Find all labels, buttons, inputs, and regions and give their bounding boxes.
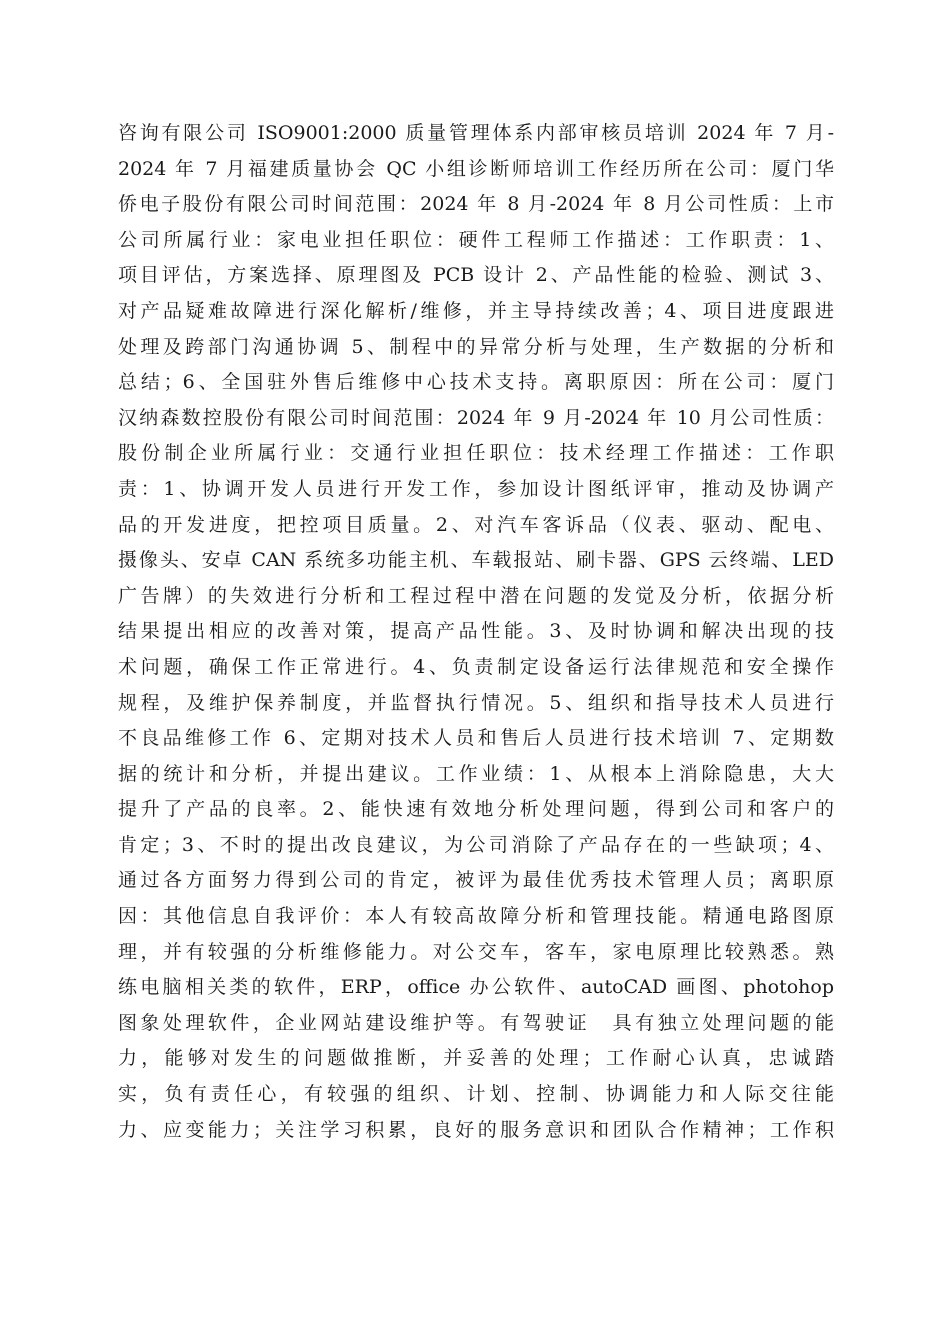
text-line: 不良品维修工作 6、定期对技术人员和售后人员进行技术培训 7、定期数 [118,727,834,750]
text-line: 侨电子股份有限公司时间范围：2024 年 8 月-2024 年 8 月公司性质：上市 [118,193,834,216]
text-line: 对产品疑难故障进行深化解析/维修，并主导持续改善；4、项目进度跟进 [118,299,834,322]
text-line: 规程，及维护保养制度，并监督执行情况。5、组织和指导技术人员进行 [118,691,834,714]
text-line: 咨询有限公司 ISO9001:2000 质量管理体系内部审核员培训 2024 年 7 月- [118,122,834,144]
text-line: 摄像头、安卓 CAN 系统多功能主机、车载报站、刷卡器、GPS 云终端、LED [118,549,834,572]
text-line: 术问题，确保工作正常进行。4、负责制定设备运行法律规范和安全操作 [118,655,834,678]
text-line: 总结；6、全国驻外售后维修中心技术支持。离职原因：所在公司：厦门 [118,371,834,394]
text-line: 肯定；3、不时的提出改良建议，为公司消除了产品存在的一些缺项；4、 [118,833,834,856]
text-line: 据的统计和分析，并提出建议。工作业绩：1、从根本上消除隐患，大大 [118,762,834,785]
text-line: 广告牌）的失效进行分析和工程过程中潜在问题的发觉及分析，依据分析 [118,584,834,607]
text-line: 汉纳森数控股份有限公司时间范围：2024 年 9 月-2024 年 10 月公司性质： [118,406,834,429]
text-line: 责：1、协调开发人员进行开发工作，参加设计图纸评审，推动及协调产 [118,477,834,500]
text-line: 练电脑相关类的软件，ERP，office 办公软件、autoCAD 画图、photohop [118,976,834,999]
text-line: 实，负有责任心，有较强的组织、计划、控制、协调能力和人际交往能 [118,1083,834,1106]
text-line: 通过各方面努力得到公司的肯定，被评为最佳优秀技术管理人员；离职原 [118,869,834,892]
text-line: 力、应变能力；关注学习积累，良好的服务意识和团队合作精神；工作积 [118,1118,834,1141]
text-line: 品的开发进度，把控项目质量。2、对汽车客诉品（仪表、驱动、配电、 [118,513,834,536]
text-line: 因：其他信息自我评价：本人有较高故障分析和管理技能。精通电路图原 [118,905,834,928]
text-line: 2024 年 7 月福建质量协会 QC 小组诊断师培训工作经历所在公司：厦门华 [118,157,834,180]
text-line: 结果提出相应的改善对策，提高产品性能。3、及时协调和解决出现的技 [118,620,834,643]
text-line: 公司所属行业：家电业担任职位：硬件工程师工作描述：工作职责：1、 [118,228,834,251]
text-line: 力，能够对发生的问题做推断，并妥善的处理；工作耐心认真，忠诚踏 [118,1047,834,1070]
text-line: 理，并有较强的分析维修能力。对公交车，客车，家电原理比较熟悉。熟 [118,940,834,963]
text-line: 项目评估，方案选择、原理图及 PCB 设计 2、产品性能的检验、测试 3、 [118,264,834,287]
text-line: 处理及跨部门沟通协调 5、制程中的异常分析与处理，生产数据的分析和 [118,335,834,358]
text-line: 图象处理软件，企业网站建设维护等。有驾驶证 具有独立处理问题的能 [118,1011,834,1034]
text-line: 提升了产品的良率。2、能快速有效地分析处理问题，得到公司和客户的 [118,798,834,821]
body-text [118,116,834,1148]
text-line: 股份制企业所属行业：交通行业担任职位：技术经理工作描述：工作职 [118,442,834,465]
